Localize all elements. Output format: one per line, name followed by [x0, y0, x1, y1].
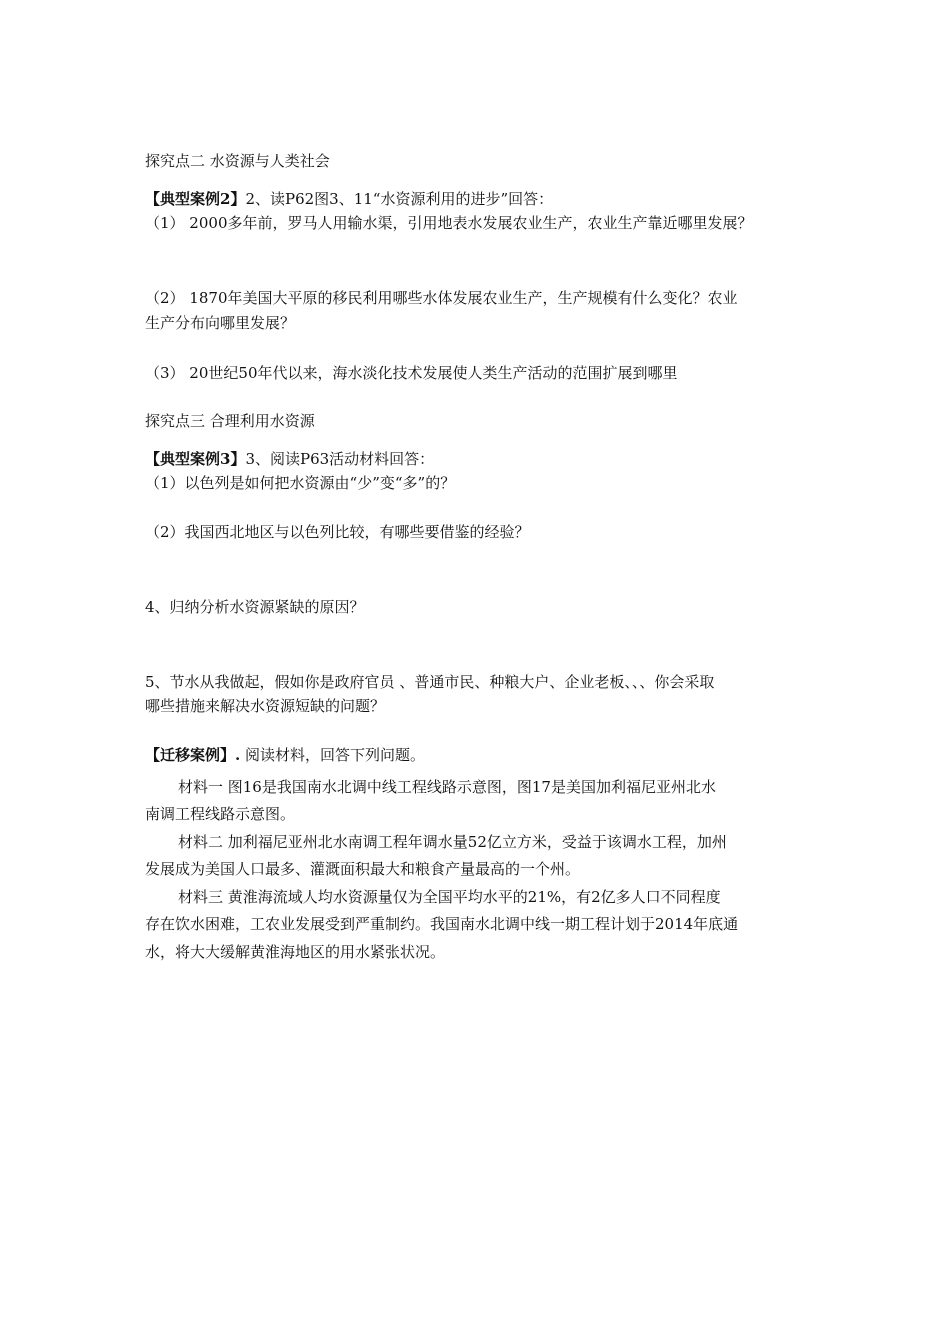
case2-label: 【典型案例2】 [145, 190, 246, 208]
case3-label: 【典型案例3】 [145, 450, 246, 468]
case2-question-1: （1） 2000多年前，罗马人用输水渠，引用地表水发展农业生产，农业生产靠近哪里发展？ [145, 214, 753, 232]
material-1-line1: 材料一 图16是我国南水北调中线工程线路示意图，图17是美国加利福尼亚州北水 [178, 778, 716, 796]
material-2-line1: 材料二 加利福尼亚州北水南调工程年调水量52亿立方米，受益于该调水工程，加州 [178, 833, 727, 851]
case2-text: 2、读P62图3、11“水资源利用的进步”回答： [245, 190, 554, 208]
question-5-line1: 5、节水从我做起，假如你是政府官员 、普通市民、种粮大户、企业老板、、、你会采取 [145, 673, 715, 691]
material-3-line2: 存在饮水困难，工农业发展受到严重制约。我国南水北调中线一期工程计划于2014年底通 [145, 915, 739, 933]
section2-heading: 探究点二 水资源与人类社会 [145, 152, 330, 170]
case3-question-1: （1）以色列是如何把水资源由“少”变“多”的？ [145, 474, 456, 492]
case3-text: 3、阅读P63活动材料回答： [245, 450, 435, 468]
material-3-line3: 水，将大大缓解黄淮海地区的用水紧张状况。 [145, 943, 446, 961]
transfer-case-label: 【迁移案例】. [145, 746, 241, 764]
case2-question-2-line2: 生产分布向哪里发展？ [145, 314, 296, 332]
case2-line [145, 188, 553, 210]
case2-question-3: （3） 20世纪50年代以来，海水淡化技术发展使人类生产活动的范围扩展到哪里 [145, 364, 678, 382]
section3-heading: 探究点三 合理利用水资源 [145, 412, 315, 430]
case3-line [145, 448, 434, 470]
transfer-case-text: 阅读材料，回答下列问题。 [240, 746, 426, 764]
question-5-line2: 哪些措施来解决水资源短缺的问题？ [145, 697, 386, 715]
transfer-case-line [145, 744, 425, 766]
material-2-line2: 发展成为美国人口最多、灌溉面积最大和粮食产量最高的一个州。 [145, 860, 581, 878]
case3-question-2: （2）我国西北地区与以色列比较，有哪些要借鉴的经验？ [145, 523, 530, 541]
case2-question-2-line1: （2） 1870年美国大平原的移民利用哪些水体发展农业生产，生产规模有什么变化？农业 [145, 289, 738, 307]
question-4: 4、归纳分析水资源紧缺的原因？ [145, 598, 365, 616]
material-1-line2: 南调工程线路示意图。 [145, 805, 296, 823]
material-3-line1: 材料三 黄淮海流域人均水资源量仅为全国平均水平的21%，有2亿多人口不同程度 [178, 888, 721, 906]
